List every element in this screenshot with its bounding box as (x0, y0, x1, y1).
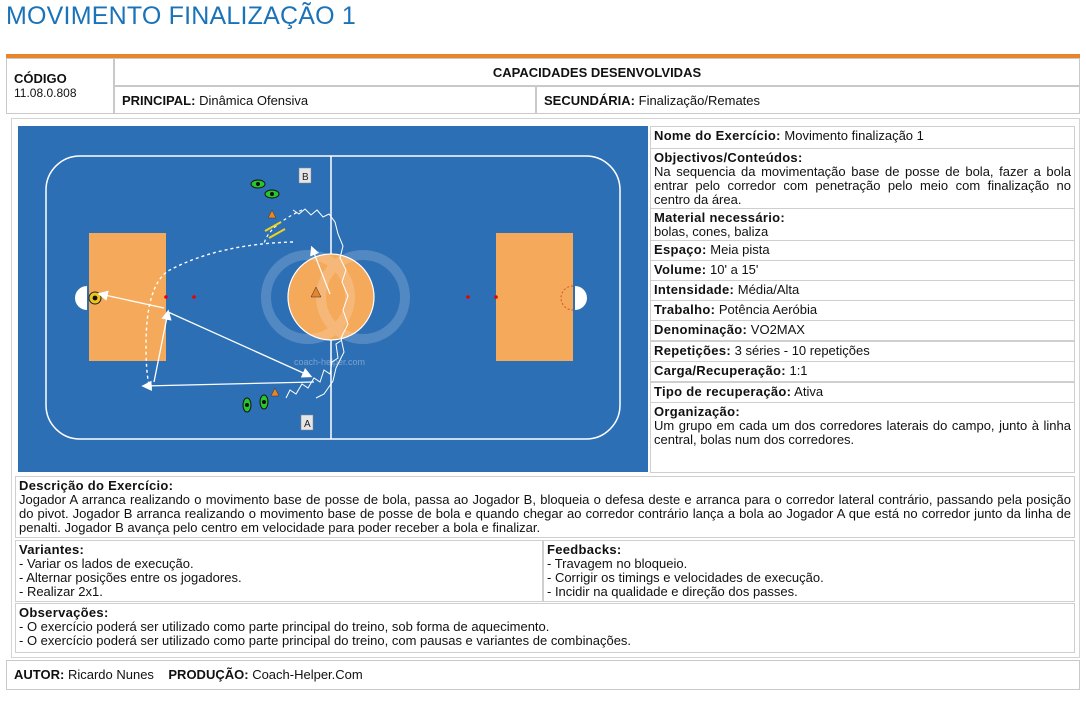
denominacao-row (650, 320, 1075, 341)
material-row (650, 208, 1075, 241)
descricao-section (15, 476, 1075, 538)
watermark-text: coach-helper.com (294, 357, 366, 367)
producao-label: PRODUÇÃO: (168, 667, 249, 682)
volume-label: Volume: (654, 262, 707, 277)
autor-value: Ricardo Nunes (67, 667, 154, 682)
footer (6, 660, 1080, 690)
court-diagram (18, 126, 648, 472)
observacoes-label: Observações: (19, 605, 109, 620)
label-b: B (302, 172, 309, 183)
objectivos-label: Objectivos/Conteúdos: (654, 150, 803, 165)
player-a-2 (260, 395, 268, 409)
autor-label: AUTOR: (14, 667, 65, 682)
player-a-1 (243, 398, 251, 412)
volume-value: 10' a 15' (710, 262, 759, 277)
secundaria-cell (536, 86, 1080, 114)
repeticoes-value: 3 séries - 10 repetições (734, 343, 870, 358)
secundaria-label: SECUNDÁRIA: (544, 93, 635, 108)
objectivos-value: Na sequencia da movimentação base de posse de bola, fazer a bola entrar pelo corredor com penetração pelo meio com finalização no centro da área. (654, 164, 1071, 207)
left-penalty-spot (164, 295, 168, 299)
espaco-value: Meia pista (710, 242, 770, 257)
feedbacks-label: Feedbacks: (547, 542, 622, 557)
variantes-section (15, 540, 543, 602)
material-value: bolas, cones, baliza (654, 224, 769, 239)
principal-cell (114, 86, 536, 114)
denominacao-label: Denominação: (654, 322, 748, 337)
codigo-cell (6, 58, 114, 114)
secundaria-value: Finalização/Remates (638, 93, 761, 108)
intensidade-row (650, 280, 1075, 301)
principal-value: Dinâmica Ofensiva (199, 93, 309, 108)
capacidades-title: CAPACIDADES DESENVOLVIDAS (114, 58, 1080, 86)
material-label: Material necessário: (654, 210, 786, 225)
feedbacks-item: - Corrigir os timings e velocidades de execução. (547, 570, 824, 585)
right-penalty-spot (494, 295, 498, 299)
page-title: MOVIMENTO FINALIZAÇÃO 1 (6, 2, 357, 30)
intensidade-value: Média/Alta (737, 282, 800, 297)
organizacao-label: Organização: (654, 404, 740, 419)
principal-label: PRINCIPAL: (122, 93, 196, 108)
trabalho-row (650, 300, 1075, 321)
nome-value: Movimento finalização 1 (784, 128, 924, 143)
carga-value: 1:1 (789, 363, 808, 378)
observacoes-item: - O exercício poderá ser utilizado como parte principal do treino, com pausas e variantes de combinações. (19, 633, 632, 648)
feedbacks-item: - Travagem no bloqueio. (547, 556, 688, 571)
descricao-label: Descrição do Exercício: (19, 478, 174, 493)
denominacao-value: VO2MAX (750, 322, 805, 337)
observacoes-section (15, 603, 1075, 653)
observacoes-item: - O exercício poderá ser utilizado como parte principal do treino, sob forma de aquecimento. (19, 619, 550, 634)
variantes-item: - Realizar 2x1. (19, 584, 103, 599)
variantes-item: - Alternar posições entre os jogadores. (19, 570, 242, 585)
objectivos-row (650, 148, 1075, 209)
intensidade-label: Intensidade: (654, 282, 735, 297)
nome-row (650, 126, 1075, 149)
tipo-label: Tipo de recuperação: (654, 384, 792, 399)
variantes-item: - Variar os lados de execução. (19, 556, 194, 571)
codigo-label: CÓDIGO (14, 71, 67, 86)
player-b-1 (251, 180, 265, 188)
organizacao-row (650, 402, 1075, 473)
tipo-row (650, 382, 1075, 403)
trabalho-label: Trabalho: (654, 302, 716, 317)
carga-row (650, 361, 1075, 382)
carga-label: Carga/Recuperação: (654, 363, 786, 378)
player-b-2 (265, 190, 279, 198)
nome-label: Nome do Exercício: (654, 128, 781, 143)
right-second-spot (466, 295, 470, 299)
feedbacks-item: - Incidir na qualidade e direção dos passes. (547, 584, 798, 599)
tipo-value: Ativa (794, 384, 824, 399)
feedbacks-section (543, 540, 1075, 602)
repeticoes-label: Repetições: (654, 343, 731, 358)
left-second-spot (192, 295, 196, 299)
codigo-value: 11.08.0.808 (14, 86, 77, 100)
variantes-label: Variantes: (19, 542, 85, 557)
espaco-row (650, 240, 1075, 261)
court-svg (18, 126, 648, 472)
espaco-label: Espaço: (654, 242, 707, 257)
trabalho-value: Potência Aeróbia (718, 302, 818, 317)
volume-row (650, 260, 1075, 281)
producao-value: Coach-Helper.Com (252, 667, 363, 682)
goalkeeper (89, 292, 101, 304)
repeticoes-row (650, 341, 1075, 362)
descricao-text: Jogador A arranca realizando o movimento base de posse de bola, passa ao Jogador B, bloqueia o defesa deste e arranca para o corredor lateral contrário, passando pela posição do pivot. Jogador B arranca realizando o movimento base de posse de bola e quando chegar ao corredor contrário lança a bola ao Jogador A que está no corredor junto da linha de penalti. Jogador B avança pelo centro em velocidade para poder receber a bola e finalizar. (19, 492, 1071, 535)
label-a: A (304, 419, 311, 430)
organizacao-value: Um grupo em cada um dos corredores laterais do campo, junto à linha central, bolas num dos corredores. (654, 418, 1071, 447)
